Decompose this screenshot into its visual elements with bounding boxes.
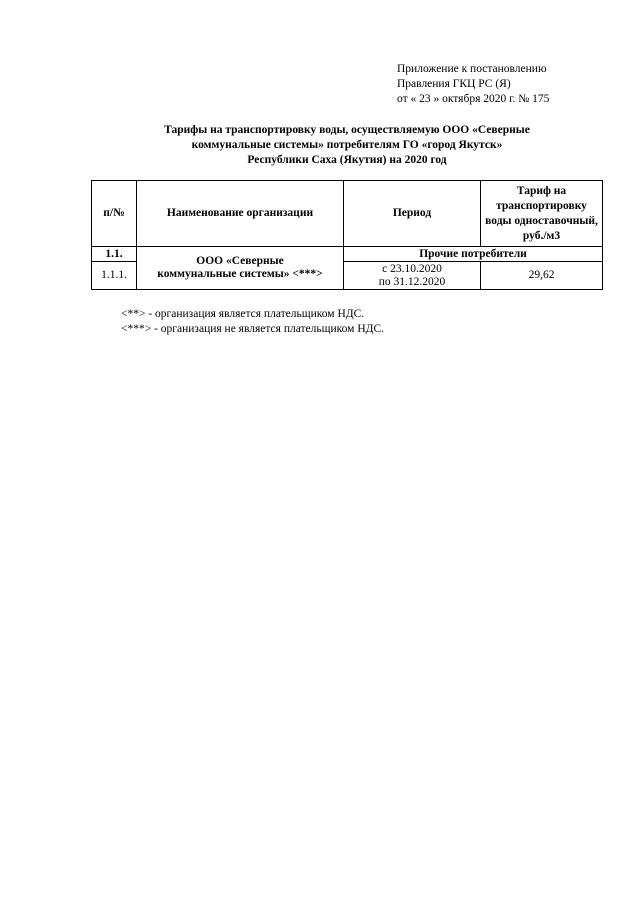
- title-line: коммунальные системы» потребителям ГО «город Якутск»: [191, 139, 503, 151]
- consumer-group: Прочие потребители: [344, 247, 603, 262]
- document-title: [92, 123, 602, 168]
- organization-line: ООО «Северные: [196, 255, 284, 267]
- footnotes: [121, 307, 384, 337]
- tariff-table: [91, 180, 603, 290]
- footnote: <**> - организация является плательщиком НДС.: [121, 308, 365, 320]
- header-tariff-line: воды одноставочный,: [485, 214, 598, 227]
- appendix-line: Правления ГКЦ РС (Я): [397, 78, 511, 90]
- period-cell: [344, 262, 481, 290]
- period-start: с 23.10.2020: [382, 262, 442, 275]
- appendix-block: [397, 62, 549, 107]
- header-period: Период: [344, 181, 481, 247]
- period-end: по 31.12.2020: [378, 275, 446, 288]
- organization-cell: [137, 247, 344, 290]
- appendix-line: от « 23 » октября 2020 г. № 175: [397, 93, 550, 105]
- header-number: п/№: [92, 181, 137, 247]
- tariff-value: 29,62: [481, 262, 603, 290]
- title-line: Республики Саха (Якутия) на 2020 год: [247, 154, 447, 166]
- table-row: [92, 247, 603, 262]
- appendix-line: Приложение к постановлению: [397, 63, 547, 75]
- table-header-row: [92, 181, 603, 247]
- header-tariff-line: транспортировку: [496, 199, 587, 212]
- header-tariff-line: руб./м3: [522, 229, 561, 242]
- header-tariff: [481, 181, 603, 247]
- header-organization: Наименование организации: [137, 181, 344, 247]
- header-tariff-line: Тариф на: [516, 184, 567, 197]
- row-number: 1.1.: [92, 247, 137, 262]
- title-line: Тарифы на транспортировку воды, осуществляемую ООО «Северные: [164, 124, 530, 136]
- organization-line: коммунальные системы» <***>: [157, 268, 323, 280]
- footnote: <***> - организация не является плательщиком НДС.: [121, 323, 385, 335]
- row-number: 1.1.1.: [92, 262, 137, 290]
